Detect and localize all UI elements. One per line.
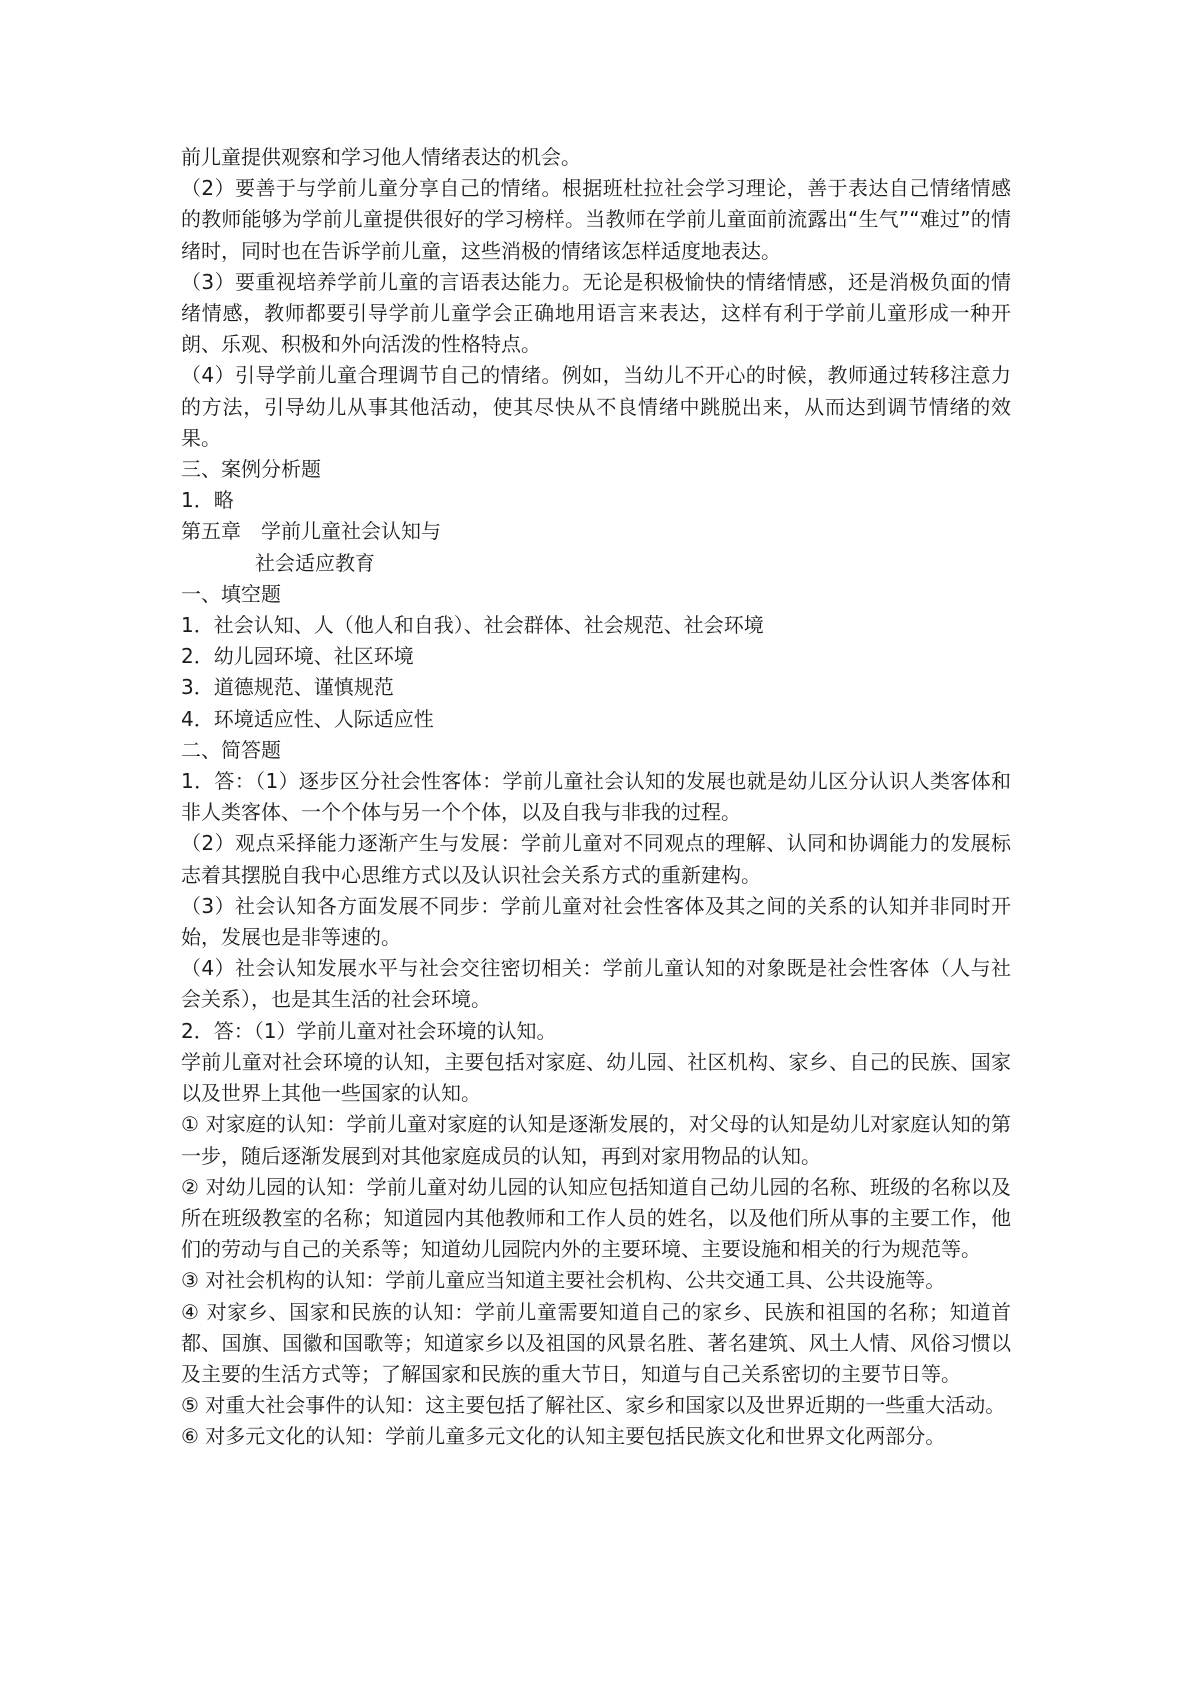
document-body bbox=[181, 142, 1011, 1453]
answer-line: 2．幼儿园环境、社区环境 bbox=[181, 644, 414, 669]
list-item: ② 对幼儿园的认知：学前儿童对幼儿园的认知应包括知道自己幼儿园的名称、班级的名称以及所在班级教室的名称；知道园内其他教师和工作人员的姓名，以及他们所从事的主要工作，他们的劳动与自己的关系等；知道幼儿园院内外的主要环境、主要设施和相关的行为规范等。 bbox=[181, 1174, 1011, 1262]
section-heading-case-analysis: 三、案例分析题 bbox=[181, 457, 321, 482]
answer-line: 1．略 bbox=[181, 488, 234, 513]
paragraph-item-2: （2）要善于与学前儿童分享自己的情绪。根据班杜拉社会学习理论，善于表达自己情绪情感的教师能够为学前儿童提供很好的学习榜样。当教师在学前儿童面前流露出“生气”“难过”的情绪时，同时也在告诉学前儿童，这些消极的情绪该怎样适度地表达。 bbox=[181, 176, 1011, 263]
chapter-title: 第五章 学前儿童社会认知与 bbox=[181, 519, 441, 544]
list-item: ③ 对社会机构的认知：学前儿童应当知道主要社会机构、公共交通工具、公共设施等。 bbox=[181, 1268, 946, 1293]
answer-line: 4．环境适应性、人际适应性 bbox=[181, 706, 434, 731]
chapter-title-continuation: 社会适应教育 bbox=[255, 550, 375, 575]
list-item: ① 对家庭的认知：学前儿童对家庭的认知是逐渐发展的，对父母的认知是幼儿对家庭认知的第一步，随后逐渐发展到对其他家庭成员的认知，再到对家用物品的认知。 bbox=[181, 1112, 1011, 1168]
answer-line: 1．社会认知、人（他人和自我）、社会群体、社会规范、社会环境 bbox=[181, 613, 764, 638]
paragraph-item-3: （3）要重视培养学前儿童的言语表达能力。无论是积极愉快的情绪情感，还是消极负面的情绪情感，教师都要引导学前儿童学会正确地用语言来表达，这样有利于学前儿童形成一种开朗、乐观、积极和外向活泼的性格特点。 bbox=[181, 269, 1011, 357]
answer-line: 3．道德规范、谨慎规范 bbox=[181, 675, 394, 700]
paragraph-item-4: （4）引导学前儿童合理调节自己的情绪。例如，当幼儿不开心的时候，教师通过转移注意力的方法，引导幼儿从事其他活动，使其尽快从不良情绪中跳脱出来，从而达到调节情绪的效果。 bbox=[181, 363, 1011, 450]
answer-paragraph: （3）社会认知各方面发展不同步：学前儿童对社会性客体及其之间的关系的认知并非同时开始，发展也是非等速的。 bbox=[181, 893, 1011, 950]
answer-paragraph: 1．答：（1）逐步区分社会性客体：学前儿童社会认知的发展也就是幼儿区分认识人类客体和非人类客体、一个个体与另一个个体，以及自我与非我的过程。 bbox=[181, 769, 1011, 825]
list-item: ⑤ 对重大社会事件的认知：这主要包括了解社区、家乡和国家以及世界近期的一些重大活动。 bbox=[181, 1393, 1006, 1418]
list-item: ⑥ 对多元文化的认知：学前儿童多元文化的认知主要包括民族文化和世界文化两部分。 bbox=[181, 1424, 946, 1449]
answer-paragraph: （4）社会认知发展水平与社会交往密切相关：学前儿童认知的对象既是社会性客体（人与社会关系），也是其生活的社会环境。 bbox=[181, 956, 1011, 1012]
answer-paragraph: 学前儿童对社会环境的认知，主要包括对家庭、幼儿园、社区机构、家乡、自己的民族、国家以及世界上其他一些国家的认知。 bbox=[181, 1049, 1011, 1106]
paragraph-continuation: 前儿童提供观察和学习他人情绪表达的机会。 bbox=[181, 145, 581, 169]
section-heading-fill-blank: 一、填空题 bbox=[181, 581, 281, 606]
list-item: ④ 对家乡、国家和民族的认知：学前儿童需要知道自己的家乡、民族和祖国的名称；知道首都、国旗、国徽和国歌等；知道家乡以及祖国的风景名胜、著名建筑、风土人情、风俗习惯以及主要的生活方式等；了解国家和民族的重大节日，知道与自己关系密切的主要节日等。 bbox=[181, 1299, 1011, 1386]
answer-paragraph: （2）观点采择能力逐渐产生与发展：学前儿童对不同观点的理解、认同和协调能力的发展标志着其摆脱自我中心思维方式以及认识社会关系方式的重新建构。 bbox=[181, 831, 1011, 887]
section-heading-short-answer: 二、简答题 bbox=[181, 737, 281, 762]
answer-paragraph: 2．答：（1）学前儿童对社会环境的认知。 bbox=[181, 1018, 557, 1043]
